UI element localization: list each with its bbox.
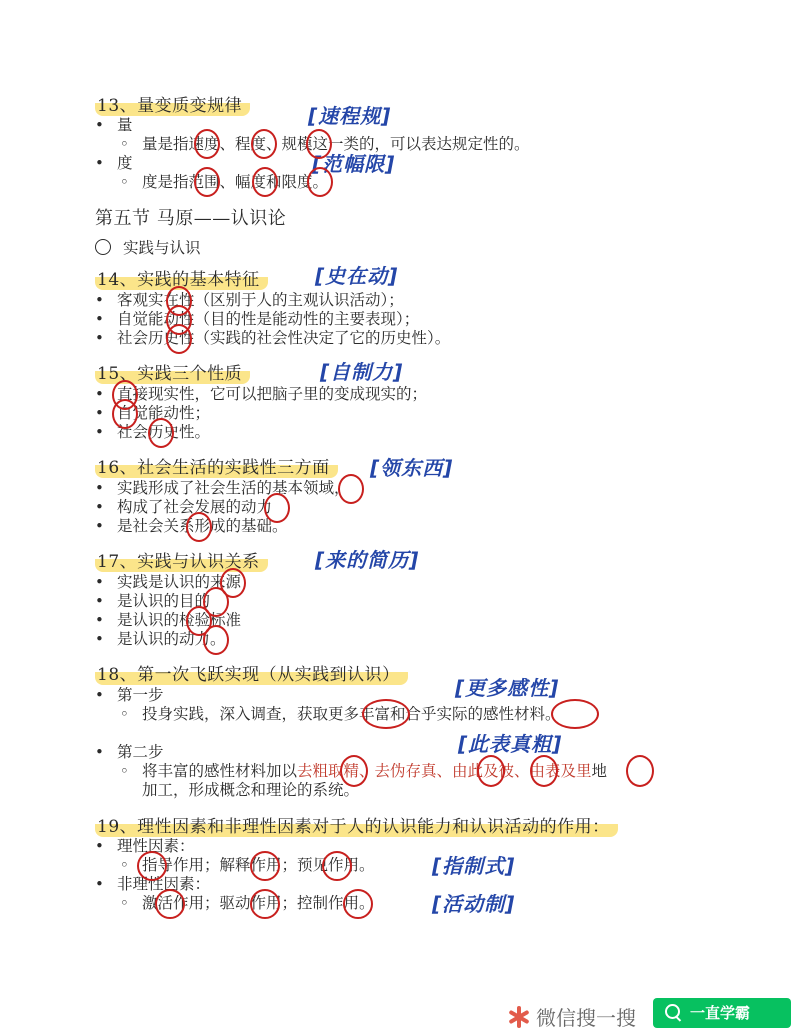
s18-line-3: • 第二步 [117, 742, 164, 762]
s14-title: 14、实践的基本特征 [95, 270, 268, 290]
chapter-subtitle: 实践与认识 [95, 238, 201, 258]
s18-line-4: ◦ 将丰富的感性材料加以去粗取精、去伪存真、由此及彼、由表及里地 [142, 761, 607, 781]
s17-title: 17、实践与认识关系 [95, 552, 268, 572]
s17-line-1: • 实践是认识的来源 [117, 572, 241, 592]
s16-line-2: • 构成了社会发展的动力 [117, 497, 272, 517]
s19-line-1: • 理性因素： [117, 836, 195, 856]
s17-line-4: • 是认识的动力。 [117, 629, 226, 649]
s13-note-2: [范幅限] [312, 152, 396, 176]
s13-line-4: ◦ 度是指范围、幅度和限度。 [142, 172, 328, 192]
s15-line-2: • 自觉能动性； [117, 403, 210, 423]
s19-note: [指制式] [432, 854, 516, 878]
s16-line-3: • 是社会关系形成的基础。 [117, 516, 288, 536]
s16-title: 16、社会生活的实践性三方面 [95, 458, 338, 478]
s13-note: [速程规] [308, 104, 392, 128]
s19-line-2: ◦ 指导作用；解释作用；预见作用。 [142, 855, 375, 875]
s18-title: 18、第一次飞跃实现（从实践到认识） [95, 665, 408, 685]
open-circle-icon [95, 239, 111, 255]
s15-line-3: • 社会历史性。 [117, 422, 210, 442]
s17-line-2: • 是认识的目的 [117, 591, 210, 611]
s13-line-3: • 度 [117, 153, 133, 173]
s13-title: 13、量变质变规律 [95, 96, 250, 116]
ink-circle [626, 755, 654, 787]
s17-line-3: • 是认识的检验标准 [117, 610, 241, 630]
s19-note-2: [活动制] [432, 892, 516, 916]
s14-line-2: • 自觉能动性（目的性是能动性的主要表现）； [117, 309, 419, 329]
search-button[interactable]: 一直学霸 [653, 998, 791, 1028]
wechat-search-brand: 微信搜一搜 [508, 1002, 636, 1031]
s16-note: [领东西] [370, 456, 454, 480]
search-icon [665, 1004, 680, 1019]
s18-note: [更多感性] [455, 676, 560, 700]
s15-title: 15、实践三个性质 [95, 364, 250, 384]
s14-line-3: • 社会历史性（实践的社会性决定了它的历史性）。 [117, 328, 450, 348]
chapter-title: 第五节 马原——认识论 [95, 208, 287, 229]
s13-line-2: ◦ 量是指速度、程度、规模这一类的，可以表达规定性的。 [142, 134, 530, 154]
s17-note: [来的简历] [315, 548, 420, 572]
s18-note-2: [此表真粗] [458, 732, 563, 756]
s14-note: [史在动] [315, 264, 399, 288]
s15-note: [自制力] [320, 360, 404, 384]
wechat-search-footer [500, 996, 800, 1036]
s15-line-1: • 直接现实性，它可以把脑子里的变成现实的； [117, 384, 427, 404]
s18-line-5: 加工，形成概念和理论的系统。 [142, 781, 360, 799]
s19-title: 19、理性因素和非理性因素对于人的认识能力和认识活动的作用： [95, 817, 618, 837]
s14-line-1: • 客观实在性（区别于人的主观认识活动）； [117, 290, 404, 310]
s18-line-1: • 第一步 [117, 685, 164, 705]
s13-line-1: • 量 [117, 115, 133, 135]
s19-line-4: ◦ 激活作用；驱动作用；控制作用。 [142, 893, 375, 913]
wechat-search-icon [508, 1006, 530, 1028]
s19-line-3: • 非理性因素： [117, 874, 210, 894]
s18-line-2: ◦ 投身实践，深入调查，获取更多丰富和合乎实际的感性材料。 [142, 704, 561, 724]
s16-line-1: • 实践形成了社会生活的基本领域， [117, 478, 350, 498]
